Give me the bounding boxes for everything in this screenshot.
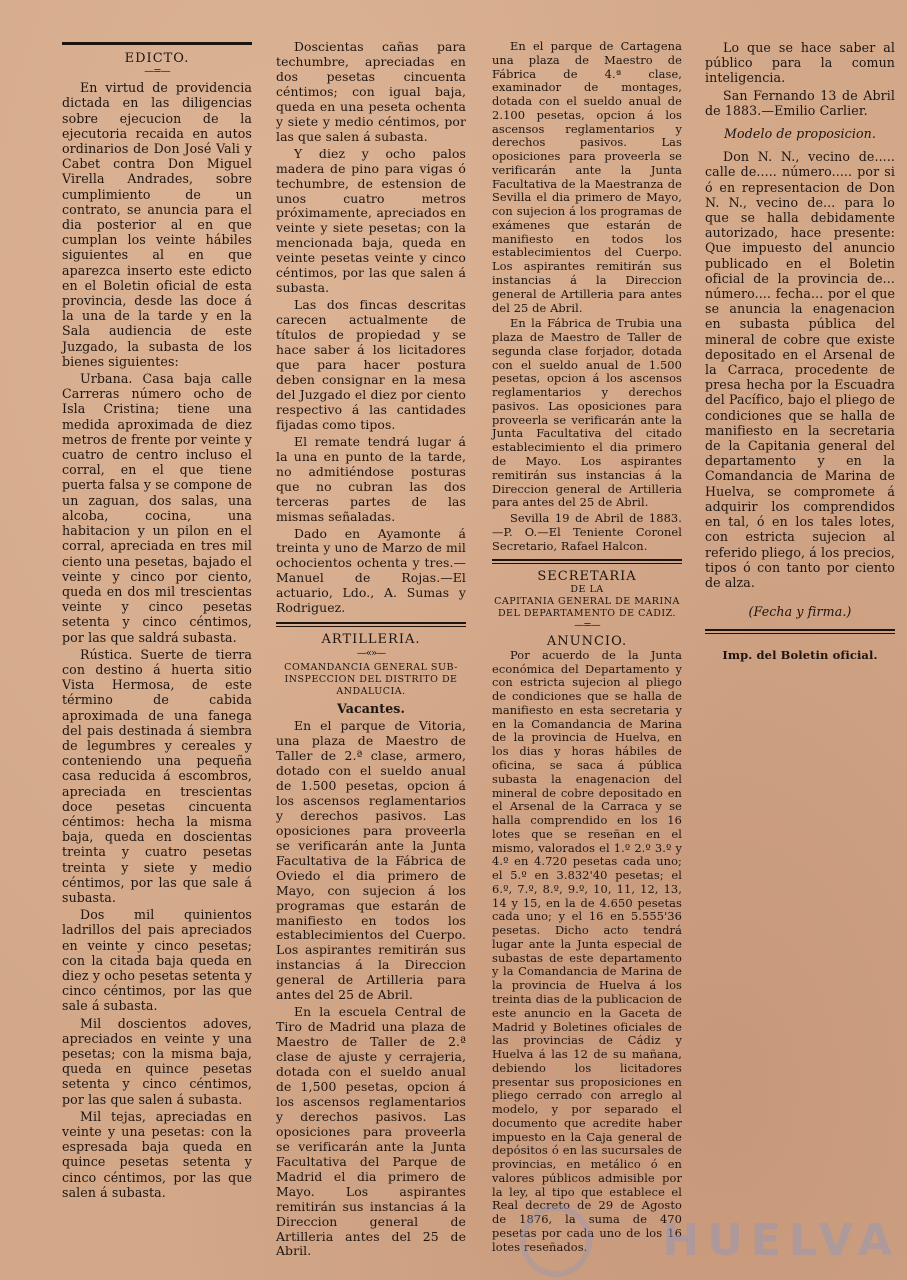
signature-line: (Fecha y firma.) (748, 604, 852, 620)
secretaria-paragraph: San Fernando 13 de Abril de 1883.—Emilio Carlier. (705, 87, 895, 118)
watermark: HUELVA (662, 1215, 900, 1266)
section-rule (276, 622, 466, 627)
artilleria-subtitle: COMANDANCIA GENERAL SUB-INSPECCION DEL DISTRITO DE ANDALUCIA. (284, 662, 458, 698)
imprint: Imp. del Boletin oficial. (722, 648, 878, 663)
secretaria-title: SECRETARIA (537, 569, 637, 585)
model-text: Don N. N., vecino de..... calle de..... número..... por si ó en representacion de Don N. N., vecino de... para lo que se halla debidamente autorizado, hace presente: Que impuesto del anuncio publicado en el Boletin oficial de la provincia de... número.... fecha... por el que se anuncia la enagenacion en subasta pública del mineral de cobre que existe depositado en el Arsenal de la Carraca, procedente de presa hecha por la Escuadra del Pacífico, bajo el pliego de condiciones que se halla de manifiesto en la secretaria de la Capitania general del departamento y en la Comandancia de Marina de Huelva, se compromete á adquirir los comprendidos en tal, ó en los tales lotes, con estricta sujecion al referido pliego, á los precios, tipos ó con tanto por ciento de alza. (705, 149, 895, 590)
artilleria-dash: —«»— (356, 648, 386, 660)
section-rule (492, 559, 682, 564)
edicto-paragraph: El remate tendrá lugar á la una en punto de la tarde, no admitiéndose posturas que no cubran las dos terceras partes de las mismas señaladas. (276, 433, 466, 524)
column-3 (492, 40, 682, 1257)
bottom-rule (705, 629, 895, 634)
edicto-dash: —=— (144, 66, 170, 78)
artilleria-heading: Vacantes. (337, 701, 405, 717)
secretaria-line2: DE LA (570, 584, 604, 596)
artilleria-paragraph: En la escuela Central de Tiro de Madrid una plaza de Maestro de Taller de 2.ª clase de ajuste y cerrajeria, dotada con el sueldo anual de 1,500 pesetas, opcion á los ascensos reglamentarios y derechos pasivos. Las oposiciones para proveerla se verificarán ante la Junta Facultativa del Parque de Madrid el dia primero de Mayo. Los aspirantes remitirán sus instancias á la Direccion general de Artilleria antes del 25 de Abril. (276, 1004, 466, 1259)
edicto-paragraph: Dado en Ayamonte á treinta y uno de Marzo de mil ochocientos ochenta y tres.—Manuel de Rojas.—El actuario, Ldo., A. Sumas y Rodriguez. (276, 525, 466, 616)
secretaria-line4: DEL DEPARTAMENTO DE CADIZ. (497, 608, 677, 620)
edicto-paragraph: Doscientas cañas para techumbre, apreciadas en dos pesetas cincuenta céntimos; con igual baja, queda en una peseta ochenta y siete y medio céntimos, por las que salen á subasta. (276, 39, 466, 144)
secretaria-line3: CAPITANIA GENERAL DE MARINA (494, 596, 680, 608)
edicto-paragraph: Rústica. Suerte de tierra con destino á huerta sitio Vista Hermosa, de este término de cabida aproximada de una fanega del pais destinada á siembra de legumbres y cereales y conteniendo una pequeña casa reducida á escombros, apreciada en trescientas doce pesetas cincuenta céntimos: hecha la misma baja, queda en doscientas treinta y cuatro pesetas treinta y siete y medio céntimos, por las que sale á subasta. (62, 646, 252, 905)
edicto-paragraph: Las dos fincas descritas carecen actualmente de títulos de propiedad y se hace saber á los licitadores que para hacer postura deben consignar en la mesa del Juzgado el diez por ciento respectivo á las cantidades fijadas como tipos. (276, 297, 466, 432)
model-title: Modelo de proposicion. (724, 126, 876, 142)
artilleria-title: ARTILLERIA. (321, 632, 421, 648)
secretaria-paragraph: Lo que se hace saber al público para la comun inteligencia. (705, 40, 895, 86)
edicto-paragraph: Y diez y ocho palos madera de pino para vigas ó techumbre, de estension de unos cuatro metros próximamente, apreciados en veinte y siete pesetas; con la mencionada baja, queda en veinte pesetas veinte y cinco céntimos, por las que salen á subasta. (276, 145, 466, 296)
edicto-paragraph: Dos mil quinientos ladrillos del pais apreciados en veinte y cinco pesetas; con la citada baja queda en diez y ocho pesetas setenta y cinco céntimos, por las que sale á subasta. (62, 907, 252, 1014)
secretaria-dash: —=— (574, 620, 600, 632)
top-rule (62, 42, 252, 45)
column-4 (705, 40, 895, 664)
artilleria-paragraph: Sevilla 19 de Abril de 1883.—P. O.—El Teniente Coronel Secretario, Rafael Halcon. (492, 511, 682, 553)
secretaria-paragraph: Por acuerdo de la Junta económica del Departamento y con estricta sujecion al pliego de condiciones que se halla de manifiesto en esta secretaria y en la Comandancia de Marina de la provincia de Huelva, en los dias y horas hábiles de oficina, se saca á pública subasta la enagenacion del mineral de cobre depositado en el Arsenal de la Carraca y se halla comprendido en los 16 lotes que se reseñan en el mismo, valorados el 1.º 2.º 3.º y 4.º en 4.720 pesetas cada uno; el 5.º en 3.832'40 pesetas; el 6.º, 7.º, 8.º, 9.º, 10, 11, 12, 13, 14 y 15, en la de 4.650 pesetas cada uno; y el 16 en 5.555'36 pesetas. Dicho acto tendrá lugar ante la Junta especial de subastas de este departamento y la Comandancia de Marina de la provincia de Huelva á los treinta dias de la publicacion de este anuncio en la Gaceta de Madrid y Boletines oficiales de las provincias de Cádiz y Huelva á las 12 de su mañana, debiendo los licitadores presentar sus proposiciones en pliego cerrado con arreglo al modelo, y por separado el documento que acredite haber impuesto en la Caja general de depósitos ó en las sucursales de provincias, en metálico ó en valores públicos admisible por la ley, al tipo que establece el Real decreto de 29 de Agosto de 1876, la suma de 470 pesetas por cada uno de los 16 lotes reseñados. (492, 647, 682, 1254)
edicto-title: EDICTO. (124, 51, 190, 66)
edicto-paragraph: Urbana. Casa baja calle Carreras número ocho de Isla Cristina; tiene una medida aproximada de diez metros de frente por veinte y cuatro de centro incluso el corral, en el que tiene puerta falsa y se compone de un zaguan, dos salas, una alcoba, cocina, una habitacion y un pilon en el corral, apreciada en tres mil ciento una pesetas, bajado el veinte y cinco por ciento, queda en dos mil trescientas veinte y cinco pesetas setenta y cinco céntimos, por las que saldrá subasta. (62, 371, 252, 645)
artilleria-paragraph: En la Fábrica de Trubia una plaza de Maestro de Taller de segunda clase forjador, dotada con el sueldo anual de 1.500 pesetas, opcion á los ascensos reglamentarios y derechos pasivos. Las oposiciones para proveerla se verificarán ante la Junta Facultativa del citado establecimiento el dia primero de Mayo. Los aspirantes remitirán sus instancias á la Direccion general de Artilleria para antes del 25 de Abril. (492, 316, 682, 510)
column-1 (62, 40, 252, 1202)
edicto-paragraph: Mil doscientos adoves, apreciados en veinte y una pesetas; con la misma baja, queda en quince pesetas setenta y cinco céntimos, por las que salen á subasta. (62, 1015, 252, 1107)
edicto-paragraph: Mil tejas, apreciadas en veinte y una pesetas: con la espresada baja queda en quince pesetas setenta y cinco céntimos, por las que salen á subasta. (62, 1108, 252, 1200)
edicto-paragraph: En virtud de providencia dictada en las diligencias sobre ejecucion de la ejecutoria recaida en autos ordinarios de Don José Vali y Cabet contra Don Miguel Virella Andrades, sobre cumplimiento de un contrato, se anuncia para el dia posterior al en que cumplan los veinte hábiles siguientes al en que aparezca inserto este edicto en el Boletin oficial de esta provincia, desde las doce á la una de la tarde y en la Sala audiencia de este Juzgado, la subasta de los bienes siguientes: (62, 80, 252, 369)
artilleria-paragraph: En el parque de Cartagena una plaza de Maestro de Fábrica de 4.ª clase, examinador de montages, dotada con el sueldo anual de 2.100 pesetas, opcion á los ascensos reglamentarios y derechos pasivos. Las oposiciones para proveerla se verificarán ante la Junta Facultativa de la Maestranza de Sevilla el dia primero de Mayo, con sujecion á los programas de exámenes que estarán de manifiesto en todos los establecimientos del Cuerpo. Los aspirantes remitirán sus instancias á la Direccion general de Artilleria para antes del 25 de Abril. (492, 39, 682, 315)
artilleria-paragraph: En el parque de Vitoria, una plaza de Maestro de Taller de 2.ª clase, armero, dotado con el sueldo anual de 1.500 pesetas, opcion á los ascensos reglamentarios y derechos pasivos. Las oposiciones para proveerla se verificarán ante la Junta Facultativa de la Fábrica de Oviedo el dia primero de Mayo, con sujecion á los programas que estarán de manifiesto en todos los establecimientos del Cuerpo. Los aspirantes remitirán sus instancias á la Direccion general de Artilleria para antes del 25 de Abril. (276, 718, 466, 1003)
anuncio-heading: ANUNCIO. (546, 634, 628, 650)
column-2 (276, 40, 466, 1261)
